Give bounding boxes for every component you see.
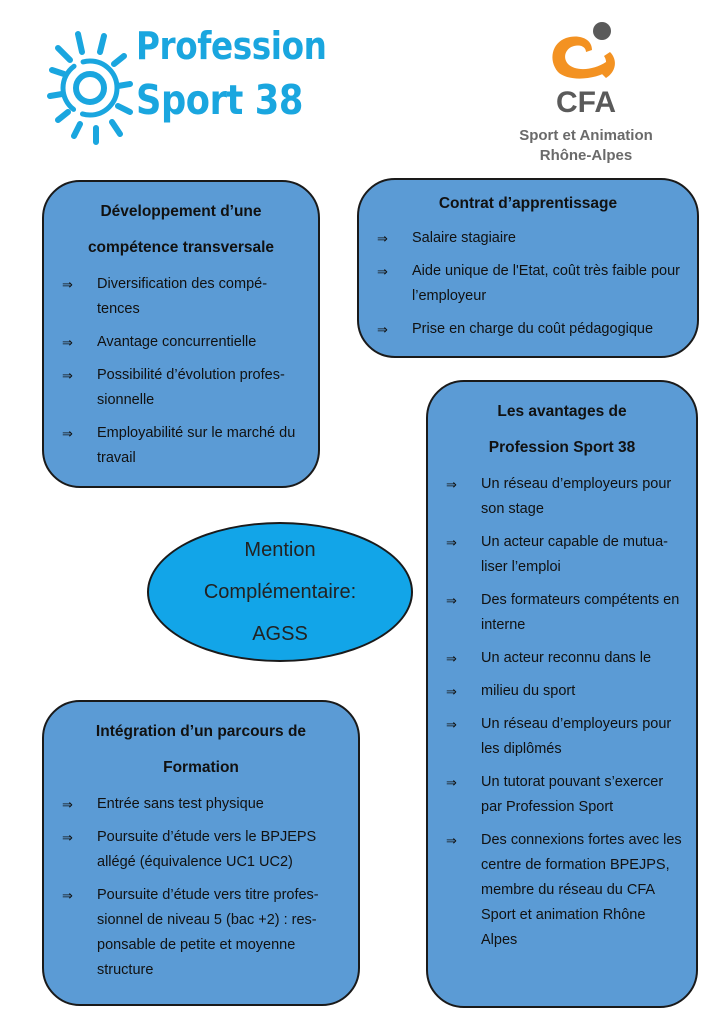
apprenticeship-contract-box [357,178,699,358]
sun-swirl-icon [44,22,136,148]
training-path-box [42,700,360,1006]
cfa-logo [506,22,666,172]
arrow-icon: ⇒ [377,231,388,246]
list-item: ⇒ Entrée sans test physique [44,792,344,817]
arrow-icon: ⇒ [446,535,457,550]
arrow-icon: ⇒ [62,830,73,845]
cfa-sub-line1: Sport et Animation [519,127,653,144]
list-item: ⇒ Un réseau d’employeurs pour les diplômés [428,712,684,762]
arrow-icon: ⇒ [377,264,388,279]
advantages-box [426,380,698,1008]
transversal-skill-box [42,180,320,488]
list-item: ⇒ Diversification des compé-tences [44,272,304,322]
list-item: ⇒ Poursuite d’étude vers titre profes-sionnel de niveau 5 (bac +2) : res-ponsable de petite et moyenne structure [44,883,344,983]
mention-complementaire-oval [147,522,413,662]
arrow-icon: ⇒ [446,833,457,848]
box-title: Intégration d’un parcours de Formation [95,723,307,776]
list-item: ⇒ Des formateurs compétents en interne [428,588,684,638]
list-item: ⇒ Aide unique de l'Etat, coût très faible pour l’employeur [359,259,683,309]
bullet-list [44,792,344,983]
bullet-list [359,226,683,342]
list-item: ⇒ Un tutorat pouvant s’exercer par Profession Sport [428,770,684,820]
list-item: ⇒ Prise en charge du coût pédagogique [359,317,683,342]
list-item: ⇒ Des connexions fortes avec les centre de formation BPEJPS, membre du réseau du CFA Sport et animation Rhône Alpes [428,828,684,953]
list-item: ⇒ Un réseau d’employeurs pour son stage [428,472,684,522]
arrow-icon: ⇒ [62,277,73,292]
arrow-icon: ⇒ [446,651,457,666]
list-item: ⇒ Avantage concurrentielle [44,330,304,355]
list-item: ⇒ Possibilité d’évolution profes-sionnelle [44,363,304,413]
list-item: ⇒ Salaire stagiaire [359,226,683,251]
arrow-icon: ⇒ [446,684,457,699]
list-item: ⇒ Un acteur reconnu dans le [428,646,684,671]
bullet-list [428,472,684,953]
box-title: Contrat d’apprentissage [438,195,618,212]
list-item: ⇒ Poursuite d’étude vers le BPJEPS allégé (équivalence UC1 UC2) [44,825,344,875]
arrow-icon: ⇒ [62,368,73,383]
logo-line-profession: Profession [136,24,327,68]
arrow-icon: ⇒ [446,717,457,732]
list-item: ⇒ Un acteur capable de mutua-liser l’emploi [428,530,684,580]
cfa-name: CFA [556,86,616,119]
bullet-list [44,272,304,471]
arrow-icon: ⇒ [62,335,73,350]
oval-line3: AGSS [252,623,308,645]
arrow-icon: ⇒ [62,797,73,812]
cfa-sub-line2: Rhône-Alpes [539,147,633,164]
list-item: ⇒ milieu du sport [428,679,684,704]
list-item: ⇒ Employabilité sur le marché du travail [44,421,304,471]
profession-sport-logo [44,22,327,148]
box-title: Développement d’une compétence transversale [87,203,275,256]
oval-line1: Mention [244,539,316,561]
arrow-icon: ⇒ [62,888,73,903]
arrow-icon: ⇒ [446,593,457,608]
box-title: Les avantages de Profession Sport 38 [488,403,636,456]
arrow-icon: ⇒ [62,426,73,441]
oval-line2: Complémentaire: [203,581,357,603]
logo-line-sport: Sport 38 [136,76,304,124]
arrow-icon: ⇒ [377,322,388,337]
arrow-icon: ⇒ [446,775,457,790]
cfa-emblem-icon [506,22,666,86]
arrow-icon: ⇒ [446,477,457,492]
